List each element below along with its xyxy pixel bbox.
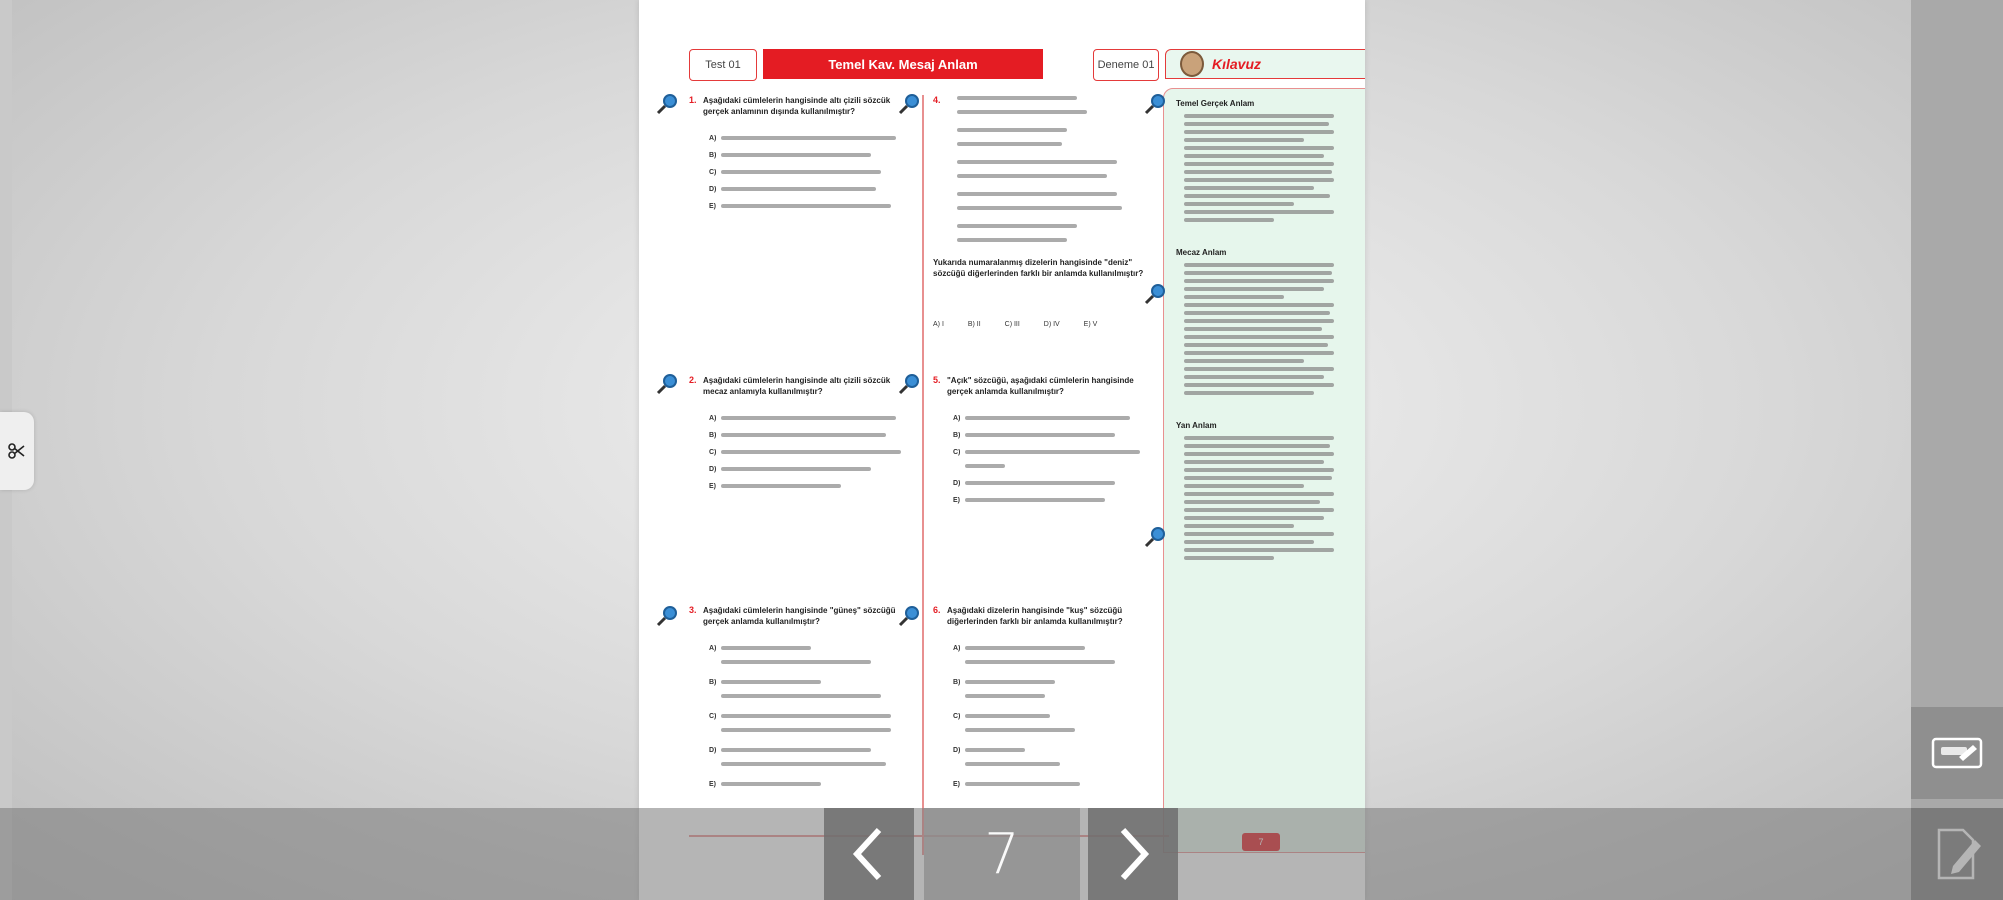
option[interactable]: E) [709, 483, 919, 490]
option[interactable]: A) [709, 645, 919, 652]
option[interactable]: D) [953, 480, 1163, 487]
option[interactable]: D) [709, 747, 919, 754]
option[interactable]: D) [709, 466, 919, 473]
option[interactable]: C) [953, 449, 1163, 456]
panel-section [1176, 421, 1364, 560]
chevron-left-icon [849, 826, 889, 882]
option-line [953, 727, 1163, 734]
previous-page-button[interactable] [824, 808, 914, 900]
option[interactable]: B) [953, 432, 1163, 439]
tools-drawer-handle[interactable] [0, 412, 34, 490]
header-right-tab: Deneme 01 [1093, 49, 1159, 81]
question-number: 1. [689, 95, 697, 105]
question-block [933, 605, 1159, 805]
option[interactable]: A) [709, 415, 919, 422]
poem-line [957, 95, 1167, 102]
option-line [709, 659, 919, 666]
question-stem: Aşağıdaki cümlelerin hangisinde "güneş" sözcüğü gerçek anlamda kullanılmıştır? [703, 606, 896, 626]
header-title: Temel Kav. Mesaj Anlam [763, 49, 1043, 79]
option[interactable]: C) [709, 713, 919, 720]
question-stem: "Açık" sözcüğü, aşağıdaki cümlelerin hangisinde gerçek anlamda kullanılmıştır? [947, 376, 1134, 396]
question-block [689, 95, 919, 235]
panel-section [1176, 248, 1364, 395]
poem-line [957, 223, 1167, 230]
poem-line [957, 109, 1167, 116]
question-block [933, 375, 1159, 515]
question-stem: Aşağıdaki cümlelerin hangisinde altı çizili sözcük gerçek anlamının dışında kullanılmıştır? [703, 96, 891, 116]
book-page [639, 0, 1365, 900]
option[interactable]: E) [709, 203, 919, 210]
chevron-right-icon [1113, 826, 1153, 882]
option-line [953, 693, 1163, 700]
poem-line [957, 237, 1167, 244]
poem-line [957, 173, 1167, 180]
panel-section-title: Yan Anlam [1176, 421, 1217, 430]
option: C) III [1004, 321, 1020, 328]
option-line [953, 761, 1163, 768]
option-line [709, 693, 919, 700]
question-block [689, 375, 919, 515]
option[interactable]: E) [953, 781, 1163, 788]
option[interactable]: D) [953, 747, 1163, 754]
option-line [709, 761, 919, 768]
poem-line [957, 205, 1167, 212]
option-line [953, 659, 1163, 666]
scissor-icon [8, 442, 26, 460]
option: D) IV [1043, 321, 1060, 328]
option[interactable]: A) [709, 135, 919, 142]
option: B) II [967, 321, 981, 328]
magnifier-icon[interactable] [897, 604, 921, 628]
magnifier-icon[interactable] [1143, 92, 1167, 116]
current-page-number[interactable]: 7 [924, 808, 1080, 900]
poem-line [957, 141, 1167, 148]
teacher-avatar [1180, 51, 1204, 77]
option-line [953, 463, 1163, 470]
magnifier-icon[interactable] [1143, 525, 1167, 549]
highlighter-button[interactable] [1911, 707, 2003, 799]
magnifier-icon[interactable] [655, 604, 679, 628]
option[interactable]: C) [709, 449, 919, 456]
option[interactable]: B) [953, 679, 1163, 686]
poem-line [957, 127, 1167, 134]
highlighter-icon [1929, 733, 1985, 773]
option[interactable]: A) [953, 415, 1163, 422]
magnifier-icon[interactable] [897, 372, 921, 396]
option[interactable]: C) [709, 169, 919, 176]
option[interactable]: D) [709, 186, 919, 193]
panel-section-title: Mecaz Anlam [1176, 248, 1227, 257]
next-page-button[interactable] [1088, 808, 1178, 900]
answer-key-label: Kılavuz [1212, 56, 1262, 72]
poem-line [957, 191, 1167, 198]
option[interactable]: B) [709, 679, 919, 686]
option[interactable]: E) [709, 781, 919, 788]
panel-section-title: Temel Gerçek Anlam [1176, 99, 1255, 108]
question-stem: Yukarıda numaralanmış dizelerin hangisinde "deniz" sözcüğü diğerlerinden farklı bir anlamda kullanılmıştır? [933, 258, 1144, 278]
answer-key-tab[interactable] [1165, 49, 1365, 79]
column-divider [922, 95, 924, 855]
option[interactable]: B) [709, 152, 919, 159]
option-line [709, 727, 919, 734]
header-left-tab: Test 01 [689, 49, 757, 81]
question-number: 5. [933, 375, 941, 385]
magnifier-icon[interactable] [655, 372, 679, 396]
magnifier-icon[interactable] [655, 92, 679, 116]
option: A) I [933, 321, 944, 328]
poem-line [957, 159, 1167, 166]
option[interactable]: C) [953, 713, 1163, 720]
question-number: 6. [933, 605, 941, 615]
option: E) V [1083, 321, 1098, 328]
option[interactable]: E) [953, 497, 1163, 504]
question-number: 2. [689, 375, 697, 385]
question-block [689, 605, 919, 805]
panel-section [1176, 99, 1364, 222]
question-number: 4. [933, 95, 941, 105]
option[interactable]: B) [709, 432, 919, 439]
option-row[interactable] [933, 321, 1143, 328]
magnifier-icon[interactable] [897, 92, 921, 116]
question-number: 3. [689, 605, 697, 615]
option[interactable]: A) [953, 645, 1163, 652]
question-block [933, 95, 1159, 335]
question-stem: Aşağıdaki cümlelerin hangisinde altı çizili sözcük mecaz anlamıyla kullanılmıştır? [703, 376, 891, 396]
side-explanation-panel [1163, 88, 1365, 853]
magnifier-icon[interactable] [1143, 282, 1167, 306]
question-stem: Aşağıdaki dizelerin hangisinde "kuş" sözcüğü diğerlerinden farklı bir anlamda kullanılmıştır? [947, 606, 1123, 626]
